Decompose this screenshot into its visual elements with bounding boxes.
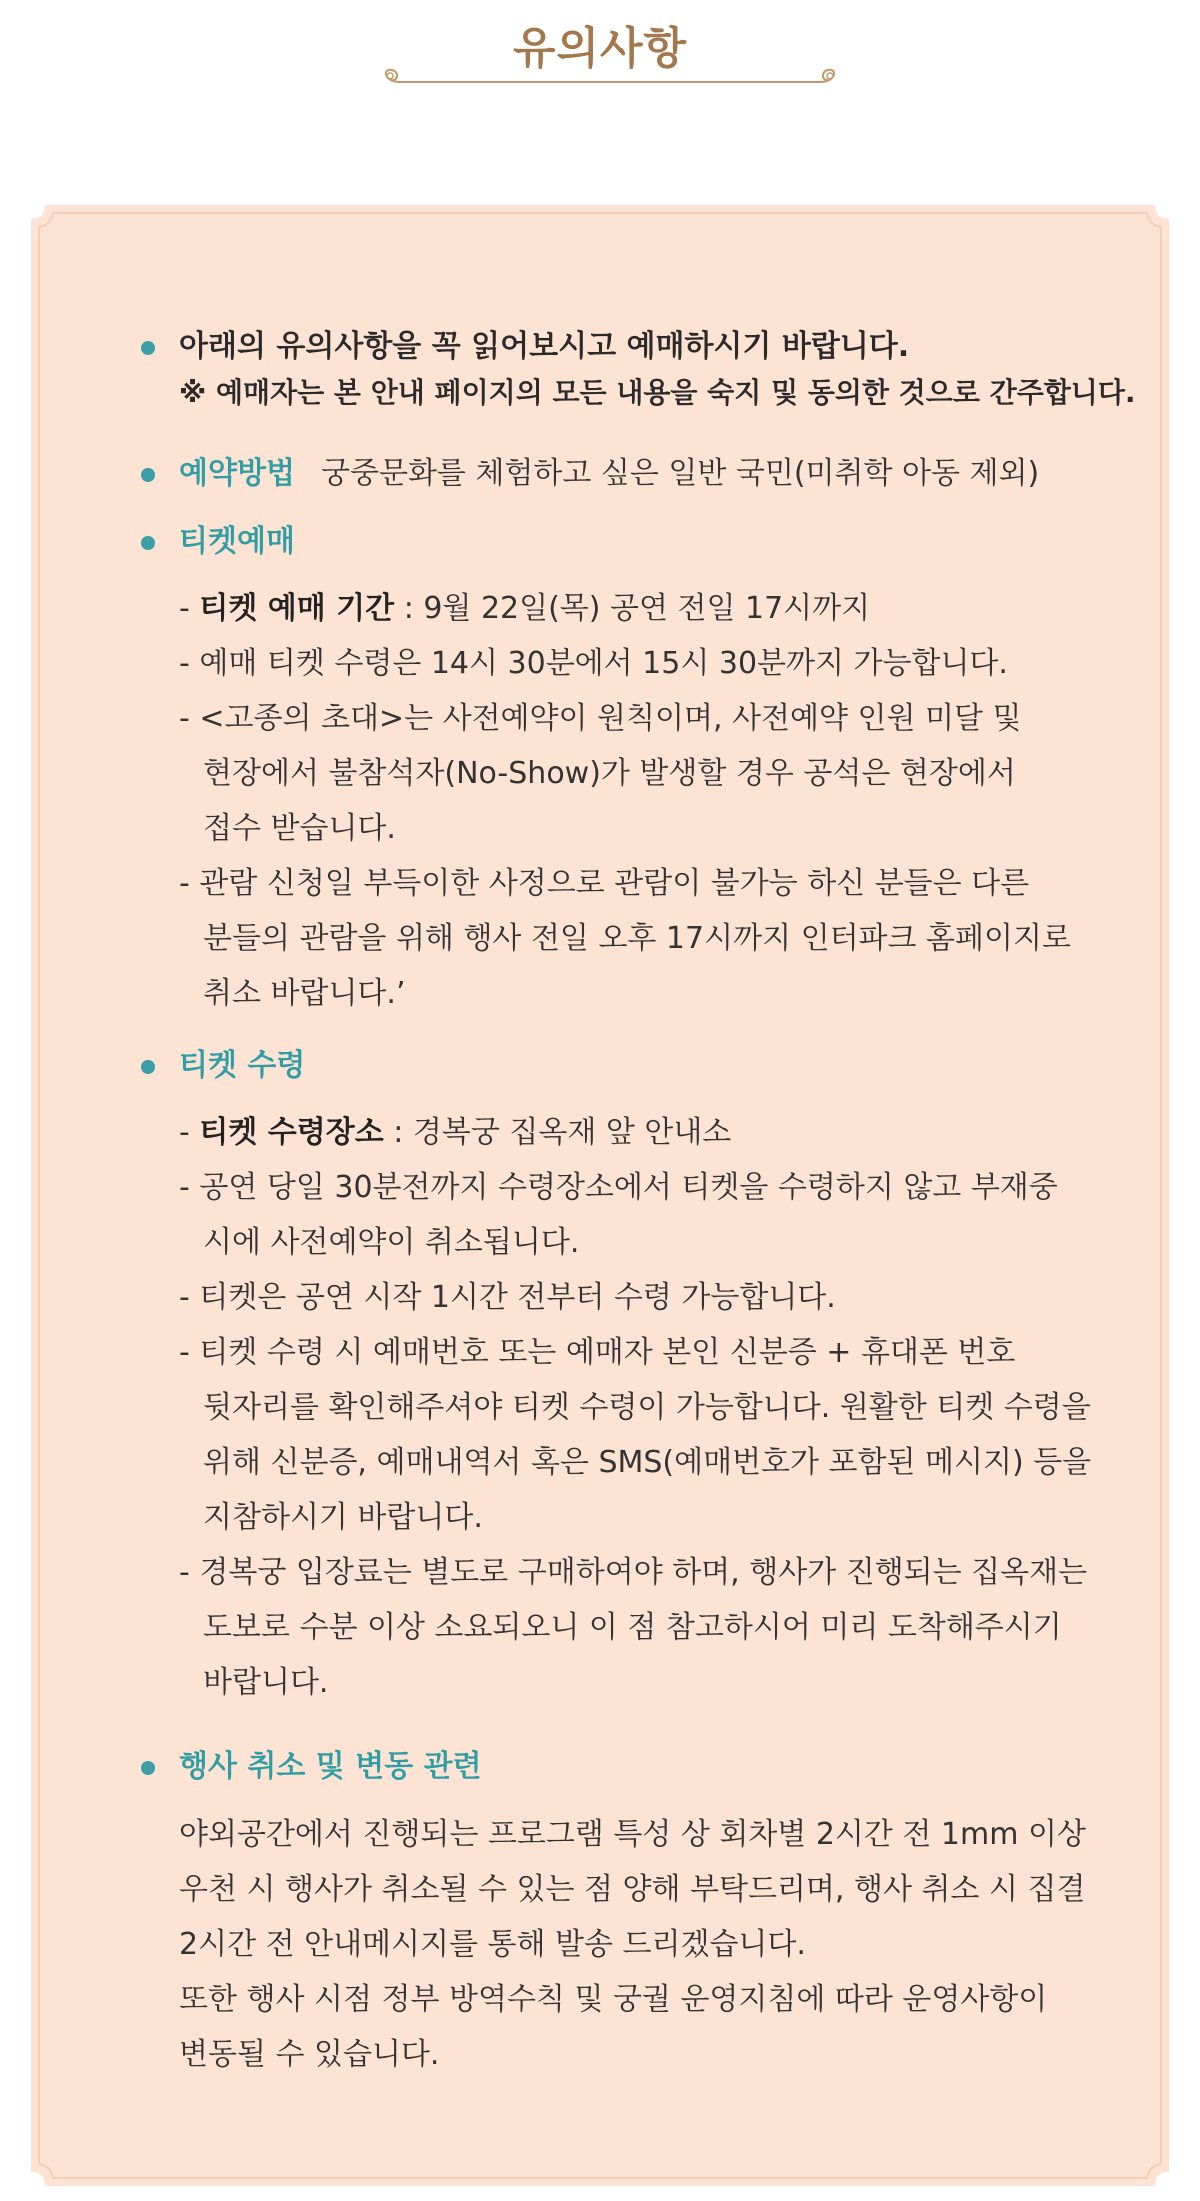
cancellation-line: 야외공간에서 진행되는 프로그램 특성 상 회차별 2시간 전 1mm 이상 xyxy=(179,1817,1086,1852)
ticket-pickup-line: - 티켓 수령 시 예매번호 또는 예매자 본인 신분증 + 휴대폰 번호 xyxy=(179,1335,1016,1370)
intro-text: 아래의 유의사항을 꼭 읽어보시고 예매하시기 바랍니다. xyxy=(179,329,910,364)
cancellation-line: 우천 시 행사가 취소될 수 있는 점 양해 부탁드리며, 행사 취소 시 집결 xyxy=(179,1872,1086,1907)
ticket-sale-heading: 티켓예매 xyxy=(179,524,295,559)
ticket-pickup-place xyxy=(179,1115,731,1151)
ticket-pickup-line: - 티켓은 공연 시작 1시간 전부터 수령 가능합니다. xyxy=(179,1280,836,1315)
dash-mark: - xyxy=(179,1115,200,1150)
bullet-icon xyxy=(141,536,155,550)
ticket-sale-line: 분들의 관람을 위해 행사 전일 오후 17시까지 인터파크 홈페이지로 xyxy=(203,921,1071,956)
ticket-sale-line: 현장에서 불참석자(No-Show)가 발생할 경우 공석은 현장에서 xyxy=(203,756,1016,791)
ticket-sale-line: - <고종의 초대>는 사전예약이 원칙이며, 사전예약 인원 미달 및 xyxy=(179,701,1022,736)
bullet-icon xyxy=(141,1060,155,1074)
cancellation-line: 변동될 수 있습니다. xyxy=(179,2037,440,2072)
ticket-sale-period xyxy=(179,591,870,627)
notice-panel xyxy=(31,205,1169,2186)
place-label: 티켓 수령장소 xyxy=(199,1115,384,1150)
intro-note: ※ 예매자는 본 안내 페이지의 모든 내용을 숙지 및 동의한 것으로 간주합니다. xyxy=(179,376,1136,409)
title-ornament-icon xyxy=(378,66,842,98)
reservation-text: 궁중문화를 체험하고 싶은 일반 국민(미취학 아동 제외) xyxy=(321,456,1040,491)
ticket-sale-line: 접수 받습니다. xyxy=(203,811,396,846)
ticket-pickup-line: 위해 신분증, 예매내역서 혹은 SMS(예매번호가 포함된 메시지) 등을 xyxy=(203,1445,1092,1480)
ticket-pickup-line: 바랍니다. xyxy=(203,1665,329,1700)
ticket-pickup-line: 뒷자리를 확인해주셔야 티켓 수령이 가능합니다. 원활한 티켓 수령을 xyxy=(203,1390,1091,1425)
ticket-pickup-line: - 경복궁 입장료는 별도로 구매하여야 하며, 행사가 진행되는 집옥재는 xyxy=(179,1555,1088,1590)
ticket-pickup-line: - 공연 당일 30분전까지 수령장소에서 티켓을 수령하지 않고 부재중 xyxy=(179,1170,1058,1205)
period-label: 티켓 예매 기간 xyxy=(199,591,395,626)
place-text: : 경복궁 집옥재 앞 안내소 xyxy=(383,1115,732,1150)
page-title: 유의사항 xyxy=(512,23,687,74)
bullet-icon xyxy=(141,341,155,355)
period-text: : 9월 22일(목) 공연 전일 17시까지 xyxy=(394,591,871,626)
ticket-pickup-line: 시에 사전예약이 취소됩니다. xyxy=(203,1225,580,1260)
ticket-pickup-line: 지참하시기 바랍니다. xyxy=(203,1500,483,1535)
ticket-sale-line: 취소 바랍니다.’ xyxy=(203,976,406,1011)
dash-mark: - xyxy=(179,591,200,626)
cancellation-line: 2시간 전 안내메시지를 통해 발송 드리겠습니다. xyxy=(179,1927,806,1962)
cancellation-line: 또한 행사 시점 정부 방역수칙 및 궁궐 운영지침에 따라 운영사항이 xyxy=(179,1982,1048,2017)
ticket-sale-line: - 예매 티켓 수령은 14시 30분에서 15시 30분까지 가능합니다. xyxy=(179,646,1008,681)
ticket-sale-line: - 관람 신청일 부득이한 사정으로 관람이 불가능 하신 분들은 다른 xyxy=(179,866,1030,901)
cancellation-heading: 행사 취소 및 변동 관련 xyxy=(179,1749,482,1784)
ticket-pickup-heading: 티켓 수령 xyxy=(179,1048,306,1083)
title-area xyxy=(0,0,1200,110)
bullet-icon xyxy=(141,1761,155,1775)
reservation-label: 예약방법 xyxy=(179,456,295,491)
bullet-icon xyxy=(141,468,155,482)
ticket-pickup-line: 도보로 수분 이상 소요되오니 이 점 참고하시어 미리 도착해주시기 xyxy=(203,1610,1062,1645)
